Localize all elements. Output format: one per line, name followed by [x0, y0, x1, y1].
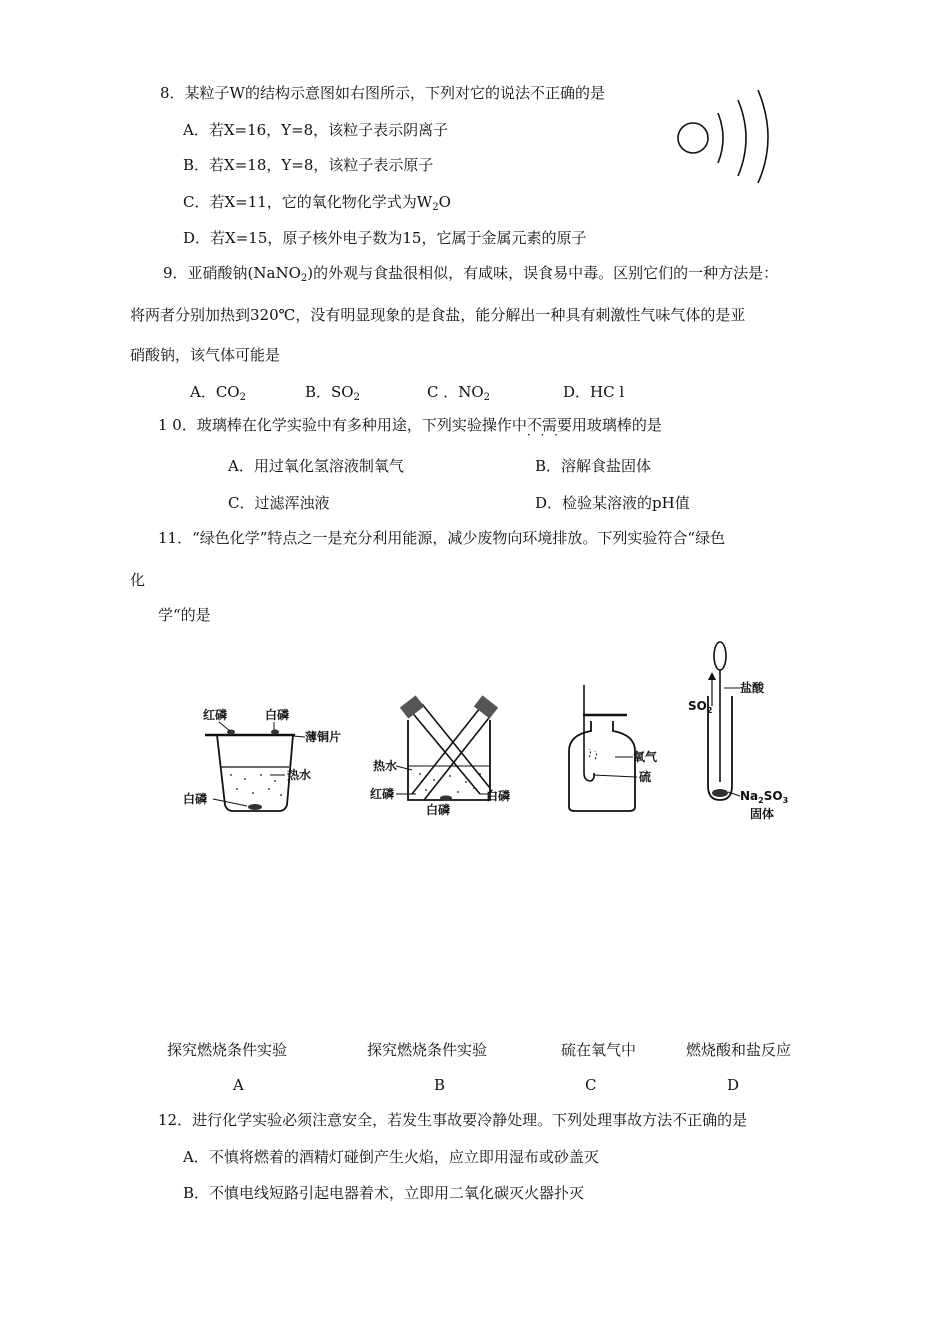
letter-b: B: [434, 1076, 446, 1094]
q11-line2: 化: [130, 571, 146, 589]
figc-sulfur-label: 硫: [639, 770, 652, 784]
q9-option-d: D．HC l: [563, 383, 625, 401]
figure-a-beaker: [175, 695, 355, 820]
particle-structure-diagram: [670, 85, 790, 185]
q9-option-b: B．$SO_2$: [305, 383, 360, 403]
q9-option-c: C ．$NO_2$: [427, 383, 491, 403]
figd-so2-label: $SO_2$: [688, 699, 713, 715]
figure-b-beaker: [368, 690, 528, 820]
q8-option-c: C．若X=11，它的氧化物化学式为$W_2O$: [183, 193, 451, 213]
q8-option-b: B．若X=18，Y=8，该粒子表示原子: [183, 156, 434, 174]
figa-white-phosphorus-bottom-label: 白磷: [183, 792, 208, 806]
caption-a: 探究燃烧条件实验: [167, 1041, 288, 1059]
q10-option-c: C．过滤浑浊液: [228, 494, 330, 512]
caption-b: 探究燃烧条件实验: [367, 1041, 488, 1059]
figb-white-phosphorus-right-label: 白磷: [486, 789, 511, 803]
q8-stem: 8．某粒子W的结构示意图如右图所示，下列对它的说法不正确的是: [160, 84, 605, 102]
q12-option-a: A．不慎将燃着的酒精灯碰倒产生火焰，应立即用湿布或砂盖灭: [183, 1148, 599, 1166]
figb-hot-water-label: 热水: [373, 759, 398, 773]
q8-option-a: A．若X=16，Y=8，该粒子表示阴离子: [183, 121, 449, 139]
figb-white-phosphorus-mid-label: 白磷: [426, 803, 451, 817]
figd-acid-label: 盐酸: [740, 681, 765, 695]
q12-option-b: B．不慎电线短路引起电器着术，立即用二氧化碳灭火器扑灭: [183, 1184, 585, 1202]
figa-red-phosphorus-label: 红磷: [203, 708, 228, 722]
q9-line1: 9．亚硝酸钠(NaNO$_2$)的外观与食盐很相似，有咸味，误食易中毒。区别它们的一种方法是：: [163, 264, 779, 284]
figure-d-test-tube: [680, 636, 810, 822]
q12-stem: 12．进行化学实验必须注意安全，若发生事故要冷静处理。下列处理事故方法不正确的是: [158, 1111, 748, 1129]
figa-copper-label: 薄铜片: [305, 730, 342, 744]
q9-option-a: A．$CO_2$: [190, 383, 246, 403]
caption-d: 燃烧酸和盐反应: [686, 1041, 792, 1059]
q11-line3: 学“的是: [158, 606, 211, 624]
q10-stem: 1 0．玻璃棒在化学实验中有多种用途，下列实验操作中不需要 · · ·用玻璃棒的是: [158, 415, 662, 435]
q10-option-d: D．检验某溶液的pH值: [535, 494, 690, 512]
figd-na2so3-label: $Na_2SO_3$: [740, 789, 789, 805]
q10-option-b: B．溶解食盐固体: [535, 457, 652, 475]
q10-option-a: A．用过氧化氢溶液制氧气: [228, 457, 404, 475]
q11-line1: 11．“绿色化学”特点之一是充分利用能源，减少废物向环境排放。下列实验符合“绿色: [158, 529, 726, 547]
figd-solid-label: 固体: [750, 807, 775, 821]
letter-d: D: [727, 1076, 740, 1094]
letter-c: C: [585, 1076, 597, 1094]
figc-oxygen-label: 氧气: [633, 750, 658, 764]
figb-red-phosphorus-label: 红磷: [370, 787, 395, 801]
q9-line2: 将两者分别加热到320℃，没有明显现象的是食盐，能分解出一种具有刺激性气味气体的是亚: [130, 306, 746, 324]
figa-hot-water-label: 热水: [287, 768, 312, 782]
caption-c: 硫在氧气中: [561, 1041, 637, 1059]
q9-line3: 硝酸钠，该气体可能是: [130, 346, 281, 364]
figure-c-gas-jar: [555, 685, 675, 820]
figa-white-phosphorus-top-label: 白磷: [265, 708, 290, 722]
letter-a: A: [233, 1076, 244, 1094]
q8-option-d: D．若X=15，原子核外电子数为15，它属于金属元素的原子: [183, 229, 587, 247]
